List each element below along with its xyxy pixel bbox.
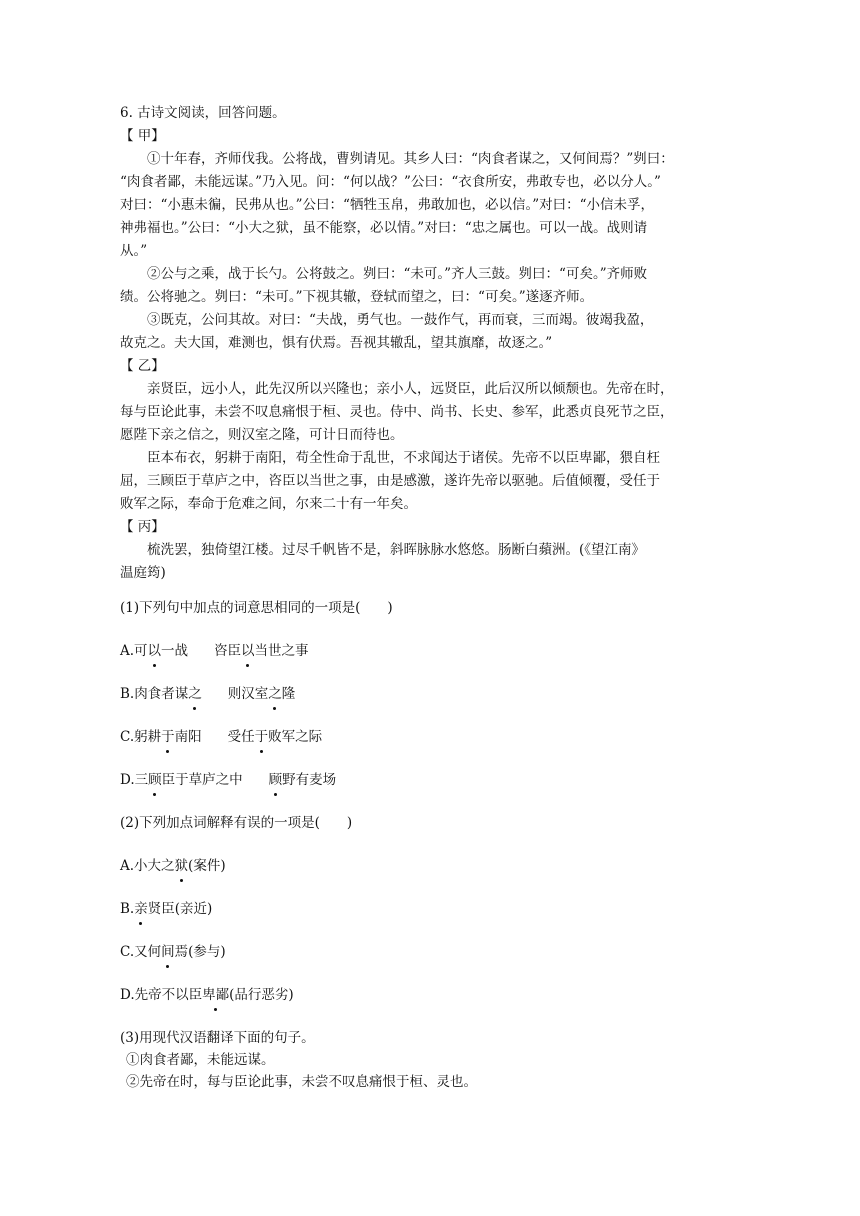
text-line: 愿陛下亲之信之，则汉室之隆，可计日而待也。	[120, 427, 404, 443]
text-line: ①十年春，齐师伐我。公将战，曹刿请见。其乡人曰：“肉食者谋之，又何间焉？”刿曰：	[147, 151, 674, 167]
option-text: 焉(参与)	[174, 944, 226, 960]
question-title: 6. 古诗文阅读，回答问题。	[120, 105, 286, 121]
dotted-word: 之	[268, 683, 282, 705]
text-line: 每与臣论此事，未尝不叹息痛恨于桓、灵也。侍中、尚书、长史、参军，此悉贞良死节之臣，	[120, 404, 674, 420]
option-text: B.肉食者谋	[120, 686, 189, 702]
dotted-word: 以	[148, 640, 162, 662]
text-line: 屈，三顾臣于草庐之中，咨臣以当世之事，由是感激，遂许先帝以驱驰。后值倾覆，受任于	[120, 473, 660, 489]
option-text: A.小大之	[120, 858, 175, 874]
option-text: 臣于草庐之中	[161, 772, 243, 788]
option-text: 咨臣	[214, 643, 242, 659]
question-page	[120, 102, 740, 1093]
dotted-word: 狱	[175, 855, 189, 877]
question-3-stem: (3)用现代汉语翻译下面的句子。	[120, 1030, 315, 1046]
dotted-word: 顾	[269, 769, 283, 791]
option-text: 当世之事	[254, 643, 309, 659]
option-text: 一战	[161, 643, 189, 659]
option-text: 受任	[227, 729, 255, 745]
text-line: 梳洗罢，独倚望江楼。过尽千帆皆不是，斜晖脉脉水悠悠。肠断白蘋洲。(《望江南》	[147, 542, 646, 558]
question-2-option-d	[120, 984, 740, 1006]
dotted-word: 于	[255, 726, 269, 748]
option-text: (案件)	[188, 858, 226, 874]
text-line: 温庭筠)	[120, 565, 166, 581]
jia-paragraph-2	[120, 263, 740, 309]
dotted-word: 于	[161, 726, 175, 748]
yi-paragraph-1	[120, 378, 740, 447]
text-line: “肉食者鄙，未能远谋。”乃入见。问：“何以战？”公曰：“衣食所安，弗敢专也，必以分人。”	[120, 174, 661, 190]
text-line: 亲贤臣，远小人，此先汉所以兴隆也；亲小人，远贤臣，此后汉所以倾颓也。先帝在时，	[147, 381, 674, 397]
question-1-stem: (1)下列句中加点的词意思相同的一项是( )	[120, 600, 393, 616]
option-text: 隆	[281, 686, 296, 702]
text-line: 神弗福也。”公曰：“小大之狱，虽不能察，必以情。”对曰：“忠之属也。可以一战。战则请	[120, 220, 648, 236]
text-line: 臣本布衣，躬耕于南阳，苟全性命于乱世，不求闻达于诸侯。先帝不以臣卑鄙，猥自枉	[147, 450, 660, 466]
text-line: 绩。公将驰之。刿曰：“未可。”下视其辙，登轼而望之，曰：“可矣。”遂逐齐师。	[120, 289, 594, 305]
question-1-option-d	[120, 769, 740, 791]
text-line: 故克之。夫大国，难测也，惧有伏焉。吾视其辙乱，望其旗靡，故逐之。”	[120, 335, 553, 351]
section-label-yi: 【 乙】	[120, 358, 165, 374]
dotted-word: 亲	[134, 898, 148, 920]
question-1-option-b	[120, 683, 740, 705]
option-text: D.三	[120, 772, 149, 788]
dotted-word: 卑鄙	[202, 984, 229, 1006]
dotted-word: 之	[188, 683, 202, 705]
option-text: 贤臣(亲近)	[147, 901, 213, 917]
text-line: ②公与之乘，战于长勺。公将鼓之。刿曰：“未可。”齐人三鼓。刿曰：“可矣。”齐师败	[147, 266, 648, 282]
question-2-stem: (2)下列加点词解释有误的一项是( )	[120, 815, 353, 831]
option-text: (品行恶劣)	[229, 987, 294, 1003]
option-text: 败军之际	[268, 729, 323, 745]
question-3-sentence-2: ②先帝在时，每与臣论此事，未尝不叹息痛恨于桓、灵也。	[126, 1074, 477, 1090]
section-label-jia: 【 甲】	[120, 128, 165, 144]
option-text: B.	[120, 901, 135, 917]
option-text: D.先帝不以臣	[120, 987, 203, 1003]
option-text: A.可	[120, 643, 148, 659]
text-line: 从。”	[120, 243, 148, 259]
section-label-bing: 【 丙】	[120, 519, 165, 535]
option-text: 则汉室	[227, 686, 269, 702]
dotted-word: 以	[241, 640, 255, 662]
option-text: C.躬耕	[120, 729, 162, 745]
question-2-option-a	[120, 855, 740, 877]
dotted-word: 间	[161, 941, 175, 963]
text-line: 败军之际，奉命于危难之间，尔来二十有一年矣。	[120, 496, 417, 512]
question-2-option-c	[120, 941, 740, 963]
question-1-option-a	[120, 640, 740, 662]
question-3-sentence-1: ①肉食者鄙，未能远谋。	[126, 1052, 275, 1068]
question-2-option-b	[120, 898, 740, 920]
yi-paragraph-2	[120, 447, 740, 516]
option-text: C.又何	[120, 944, 162, 960]
jia-paragraph-3	[120, 309, 740, 355]
option-text: 野有麦场	[282, 772, 337, 788]
text-line: ③既克，公问其故。对曰：“夫战，勇气也。一鼓作气，再而衰，三而竭。彼竭我盈，	[147, 312, 654, 328]
question-1-option-c	[120, 726, 740, 748]
dotted-word: 顾	[148, 769, 162, 791]
bing-paragraph-1	[120, 539, 740, 585]
jia-paragraph-1	[120, 148, 740, 263]
option-text: 南阳	[174, 729, 202, 745]
text-line: 对曰：“小惠未徧，民弗从也。”公曰：“牺牲玉帛，弗敢加也，必以信。”对曰：“小信未孚，	[120, 197, 655, 213]
